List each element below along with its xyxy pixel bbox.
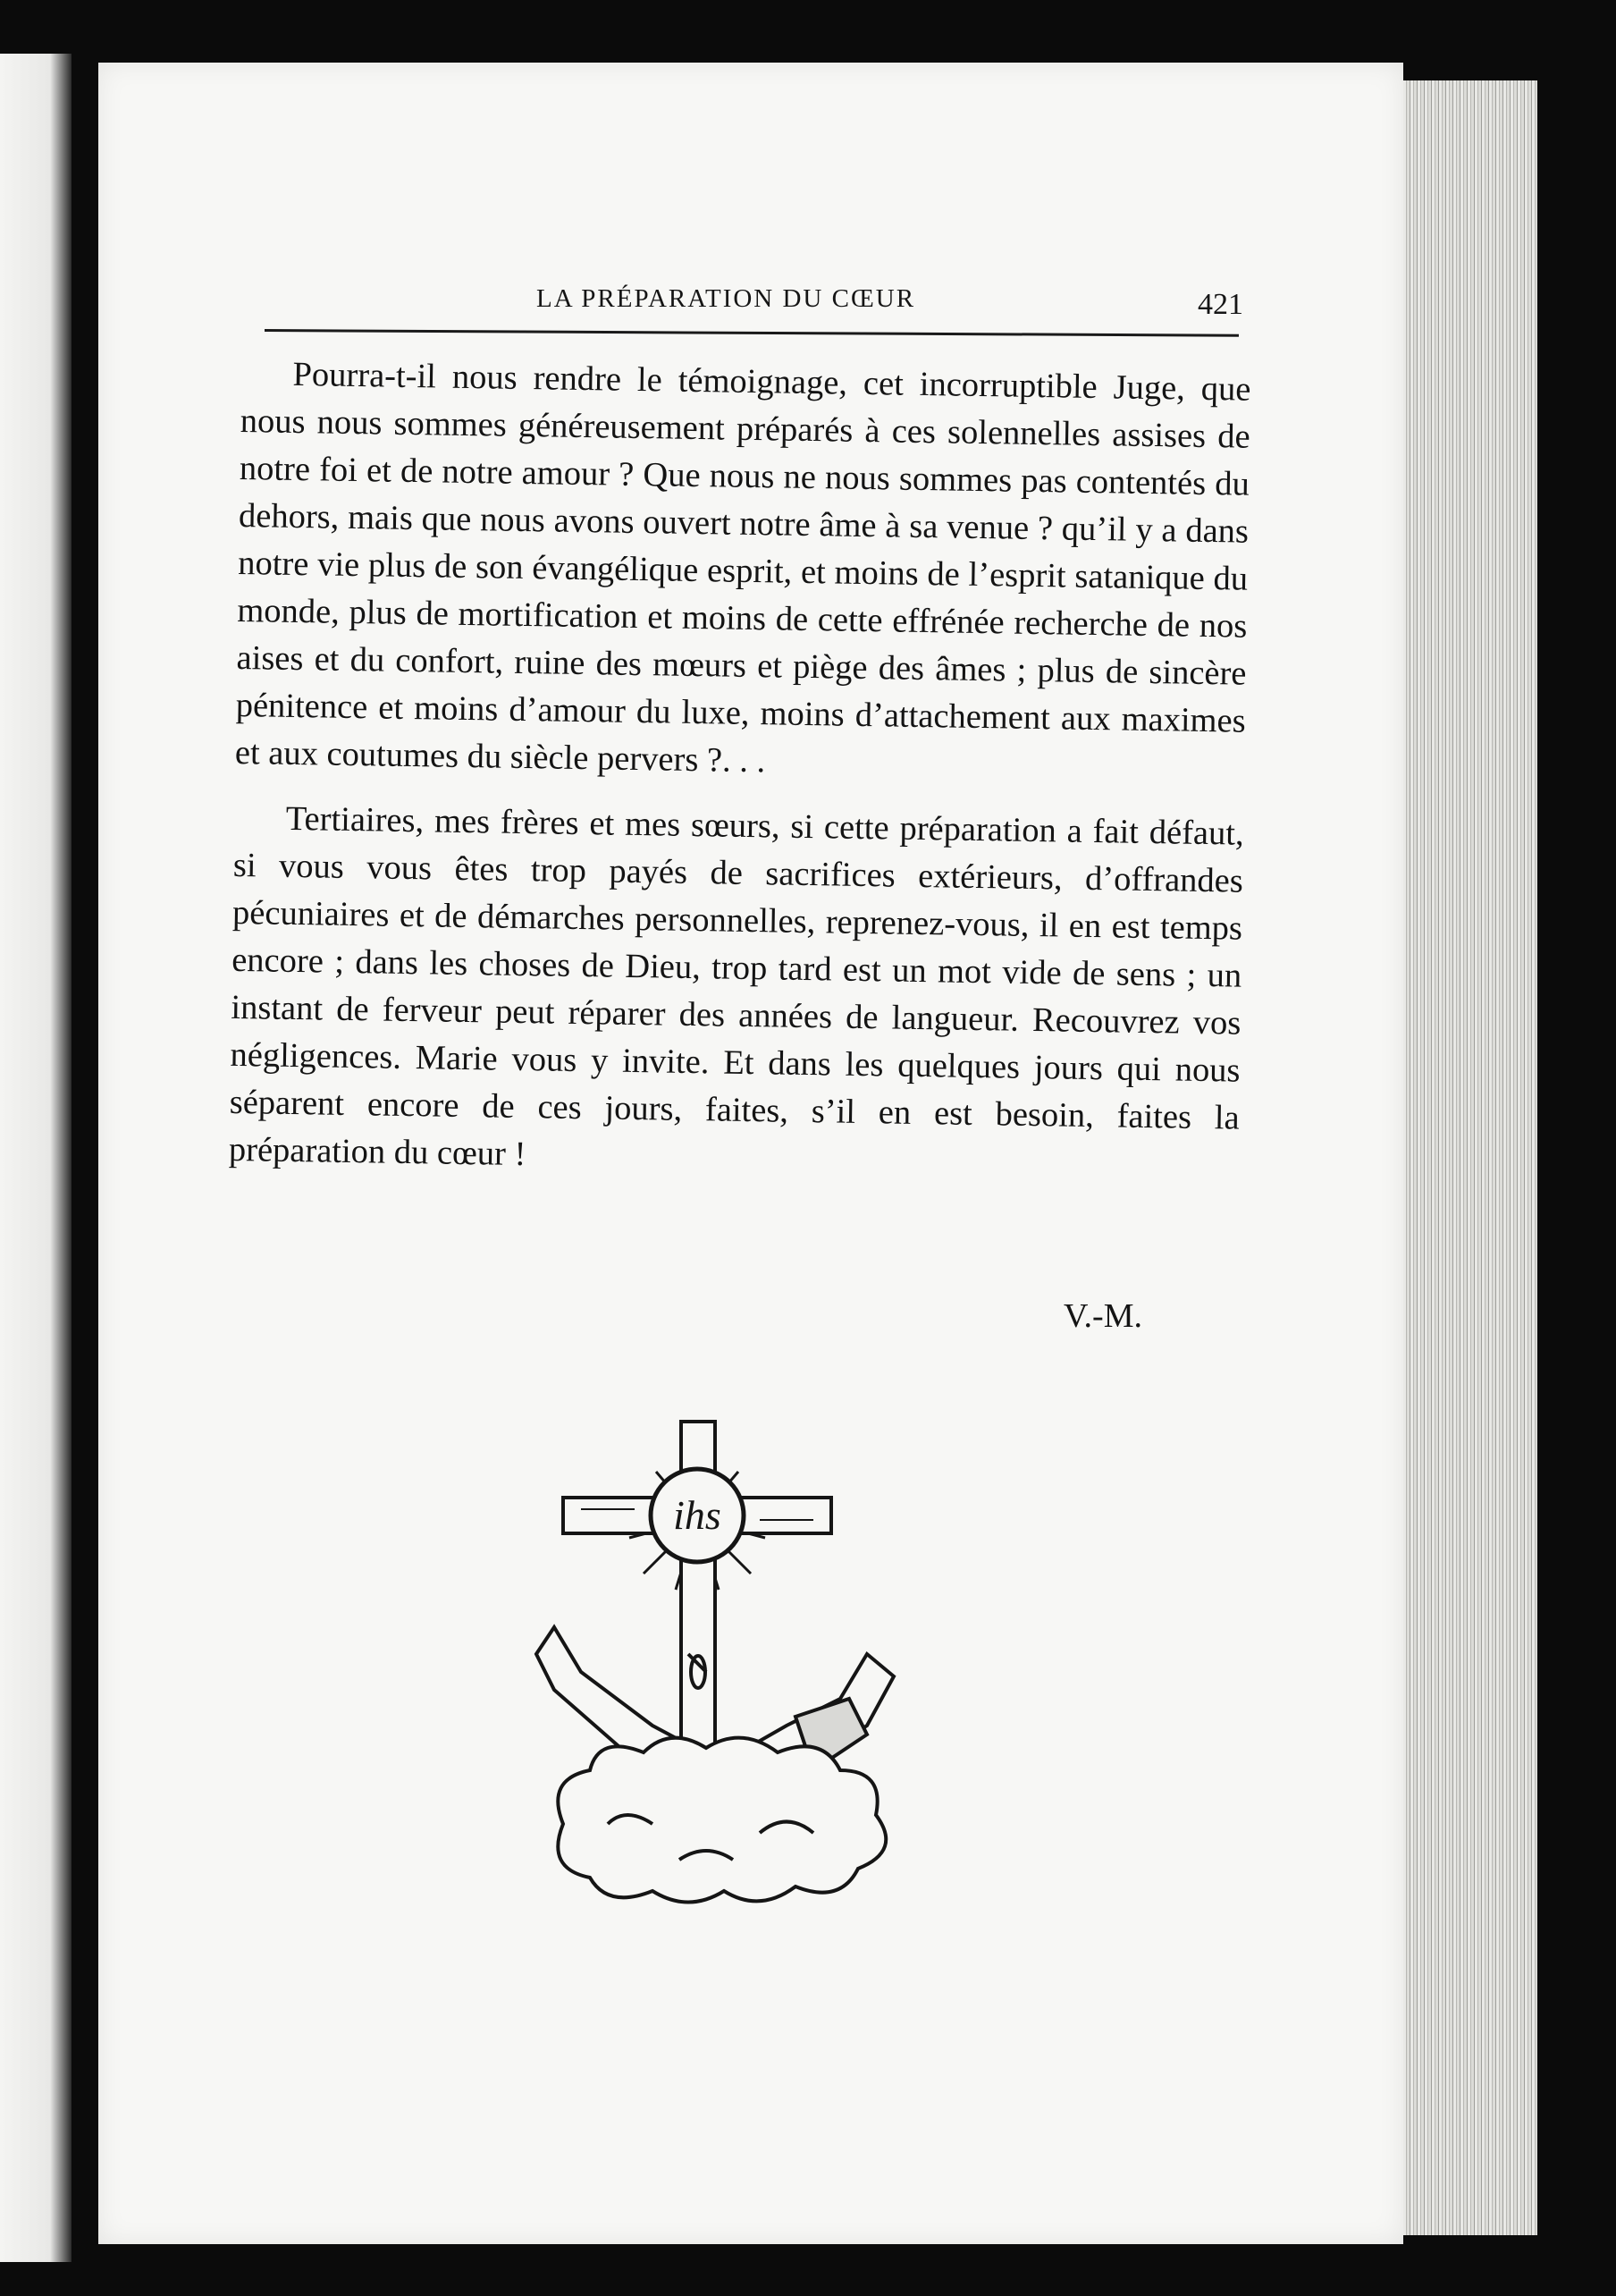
running-head: LA PRÉPARATION DU CŒUR [536, 284, 916, 313]
ihs-monogram: ihs [673, 1492, 721, 1538]
paragraph-2: Tertiaires, mes frères et mes sœurs, si cette préparation a fait défaut, si vous vous êtes trop payés de sacrifices extérieurs, d’offrandes pécuniaires et de démarches personnelles, reprenez-vous, il en est temps encore ; dans les choses de Dieu, trop tard est un mot vide de sens ; un instant de ferveur peut réparer des années de langueur. Recouvrez vos négligences. Marie vous y invite. Et dans les quelques jours qui nous séparent encore de ces jours, faites, s’il en est besoin, faites la préparation du cœur ! [228, 799, 1244, 1174]
paragraph-1: Pourra-t-il nous rendre le témoignage, cet incorruptible Juge, que nous nous sommes généreusement préparés à ces solennelles assises de notre foi et de notre amour ? Que nous ne nous sommes pas contentés du dehors, mais que nous avons ouvert notre âme à sa venue ? qu’il y a dans notre vie plus de son évangélique esprit, et moins de l’esprit satanique du monde, plus de mortification et moins de cette effrénée recherche de nos aises et du confort, ruine des mœurs et piège des âmes ; plus de sincère pénitence et moins d’amour du luxe, moins d’attachement aux maximes et aux coutumes du siècle pervers ?. . . [234, 355, 1251, 781]
signature: V.-M. [1064, 1297, 1142, 1335]
cloud [558, 1738, 886, 1903]
body-text [229, 350, 1251, 1190]
franciscan-cross-emblem-icon [527, 1404, 938, 1904]
left-page-edge [0, 54, 72, 2262]
page-number: 421 [1198, 288, 1243, 321]
page-stack-edge [1403, 80, 1537, 2235]
